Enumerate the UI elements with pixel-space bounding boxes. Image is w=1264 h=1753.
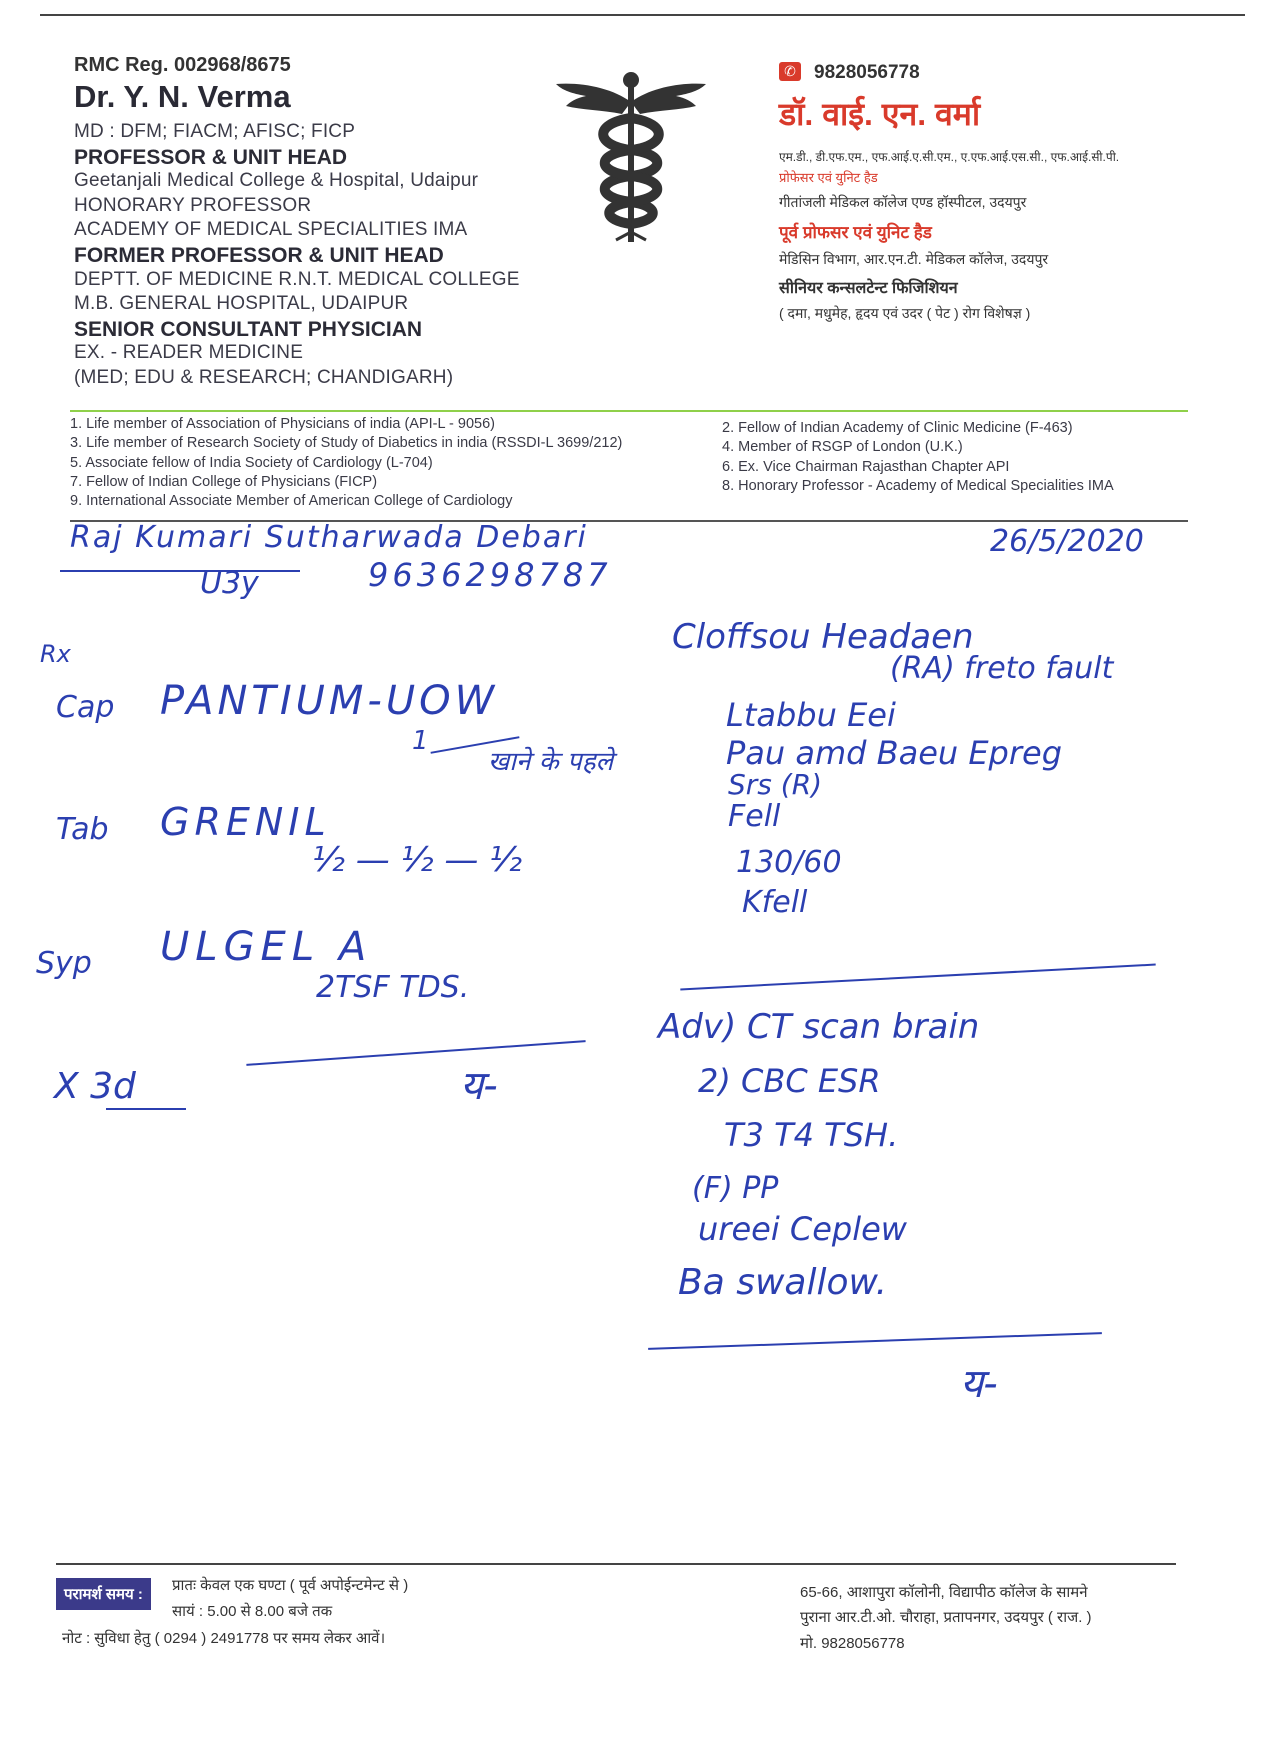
qualification-line: FORMER PROFESSOR & UNIT HEAD [74, 244, 444, 267]
advice-line: T3 T4 TSH. [724, 1116, 899, 1154]
hindi-college: गीतांजली मेडिकल कॉलेज एण्ड हॉस्पीटल, उदयपुर [779, 194, 1027, 210]
membership-item: 7. Fellow of Indian College of Physicians (FICP) [70, 473, 378, 490]
note-line: Kfell [742, 885, 808, 920]
top-rule [40, 14, 1245, 16]
clinic-mobile: मो. 9828056778 [800, 1635, 905, 1652]
rx-note-pantium: खाने के पहले [488, 747, 614, 777]
membership-list-right [722, 419, 1114, 496]
advice-end-line [648, 1332, 1102, 1350]
advice-line: 2) CBC ESR [698, 1062, 881, 1100]
qualification-line: Geetanjali Medical College & Hospital, Udaipur [74, 170, 479, 192]
qualification-line: MD : DFM; FIACM; AFISC; FICP [74, 121, 356, 142]
notes-signature: य- [960, 1361, 998, 1407]
advice-line: Adv) CT scan brain [658, 1007, 980, 1047]
caduceus-logo [552, 62, 710, 252]
advice-line: Ba swallow. [678, 1262, 888, 1303]
rx-drug-pantium: PANTIUM-UOW [160, 678, 499, 724]
membership-item: 3. Life member of Research Society of Study of Diabetics in india (RSSDI-L 3699/212) [70, 435, 623, 452]
patient-age: U3y [200, 566, 259, 601]
qualification-line: M.B. GENERAL HOSPITAL, UDAIPUR [74, 293, 409, 315]
note-line: Ltabbu Eei [726, 696, 896, 734]
rx-form-syp: Syp [36, 946, 92, 981]
phone-number: 9828056778 [814, 62, 920, 83]
clinical-notes [672, 614, 1113, 926]
membership-item: 8. Honorary Professor - Academy of Medical Specialities IMA [722, 477, 1114, 494]
rx-end-line [246, 1040, 585, 1066]
visit-date: 26/5/2020 [990, 524, 1144, 559]
hindi-professor: प्रोफेसर एवं युनिट हैड [779, 170, 878, 185]
morning-timing: प्रातः केवल एक घण्टा ( पूर्व अपोईन्टमेन्ट से ) [172, 1577, 409, 1594]
notes-divider [680, 964, 1155, 991]
doctor-name-hindi: डॉ. वाई. एन. वर्मा [779, 96, 981, 132]
membership-item: 1. Life member of Association of Physicians of india (API-L - 9056) [70, 416, 496, 432]
footer-rule [56, 1563, 1176, 1565]
membership-item: 6. Ex. Vice Chairman Rajasthan Chapter API [722, 458, 1010, 475]
rx-drug-grenil: GRENIL [160, 800, 331, 844]
advice-line: (F) PP [692, 1171, 779, 1206]
note-line: Fell [728, 799, 781, 834]
hindi-senior-consultant: सीनियर कन्सलटेन्ट फिजिशियन [779, 280, 958, 297]
note-line: Cloffsou Headaen [672, 617, 974, 657]
registration-number: RMC Reg. 002968/8675 [74, 54, 291, 76]
rx-dose-ulgel: 2TSF TDS. [316, 970, 470, 1005]
note-line: Srs (R) [728, 768, 823, 801]
qualification-line: HONORARY PROFESSOR [74, 194, 312, 216]
doctor-name: Dr. Y. N. Verma [74, 79, 291, 114]
rx-dose-pantium: 1 [412, 726, 429, 756]
hindi-qualifications: एम.डी., डी.एफ.एम., एफ.आई.ए.सी.एम., ए.एफ.आई.एस.सी., एफ.आई.सी.पी. [779, 150, 1120, 164]
rx-form-cap: Cap [56, 690, 115, 725]
green-divider [70, 410, 1188, 412]
membership-item: 2. Fellow of Indian Academy of Clinic Medicine (F-463) [722, 420, 1073, 436]
note-line: (RA) freto fault [890, 651, 1114, 686]
qualification-line: DEPTT. OF MEDICINE R.N.T. MEDICAL COLLEGE [74, 268, 520, 290]
rx-drug-ulgel: ULGEL A [160, 924, 373, 970]
hindi-department: मेडिसिन विभाग, आर.एन.टी. मेडिकल कॉलेज, उदयपुर [779, 251, 1049, 267]
qualification-line: ACADEMY OF MEDICAL SPECIALITIES IMA [74, 219, 468, 241]
qualification-line: PROFESSOR & UNIT HEAD [74, 145, 348, 169]
investigations [658, 1000, 979, 1310]
note-line: Pau amd Baeu Epreg [726, 734, 1063, 772]
appointment-note: नोट : सुविधा हेतु ( 0294 ) 2491778 पर समय लेकर आवें। [62, 1630, 386, 1647]
qualification-line: EX. - READER MEDICINE [74, 342, 304, 364]
rx-signature: य- [460, 1063, 498, 1109]
rx-form-tab: Tab [56, 812, 109, 847]
patient-name-underline [60, 570, 300, 572]
membership-list-left [70, 415, 622, 511]
consultation-time-label: परामर्श समय : [56, 1578, 151, 1610]
membership-item: 4. Member of RSGP of London (U.K.) [722, 439, 963, 456]
hindi-specialist: ( दमा, मधुमेह, हृदय एवं उदर ( पेट ) रोग विशेषज्ञ ) [779, 305, 1031, 321]
clinic-address-line1: 65-66, आशापुरा कॉलोनी, विद्यापीठ कॉलेज के सामने [800, 1584, 1088, 1601]
qualification-line: (MED; EDU & RESEARCH; CHANDIGARH) [74, 367, 454, 388]
phone-icon: ✆ [779, 62, 801, 81]
patient-name: Raj Kumari Sutharwada Debari [70, 520, 588, 555]
rx-symbol: Rx [40, 640, 71, 668]
patient-phone: 9636298787 [368, 556, 612, 594]
membership-item: 5. Associate fellow of India Society of Cardiology (L-704) [70, 454, 433, 471]
clinic-address-line2: पुराना आर.टी.ओ. चौराहा, प्रतापनगर, उदयपुर ( राज. ) [800, 1609, 1092, 1626]
rx-dose-grenil: ½ — ½ — ½ [312, 840, 523, 880]
rx-duration-underline [106, 1108, 186, 1110]
note-line: 130/60 [736, 845, 842, 880]
advice-line: ureei Ceplew [698, 1210, 907, 1248]
hindi-former-professor: पूर्व प्रोफसर एवं युनिट हैड [779, 223, 932, 242]
qualification-line: SENIOR CONSULTANT PHYSICIAN [74, 317, 423, 341]
rx-duration: X 3d [54, 1066, 136, 1107]
membership-item: 9. International Associate Member of American College of Cardiology [70, 493, 513, 510]
evening-timing: सायं : 5.00 से 8.00 बजे तक [172, 1603, 333, 1620]
